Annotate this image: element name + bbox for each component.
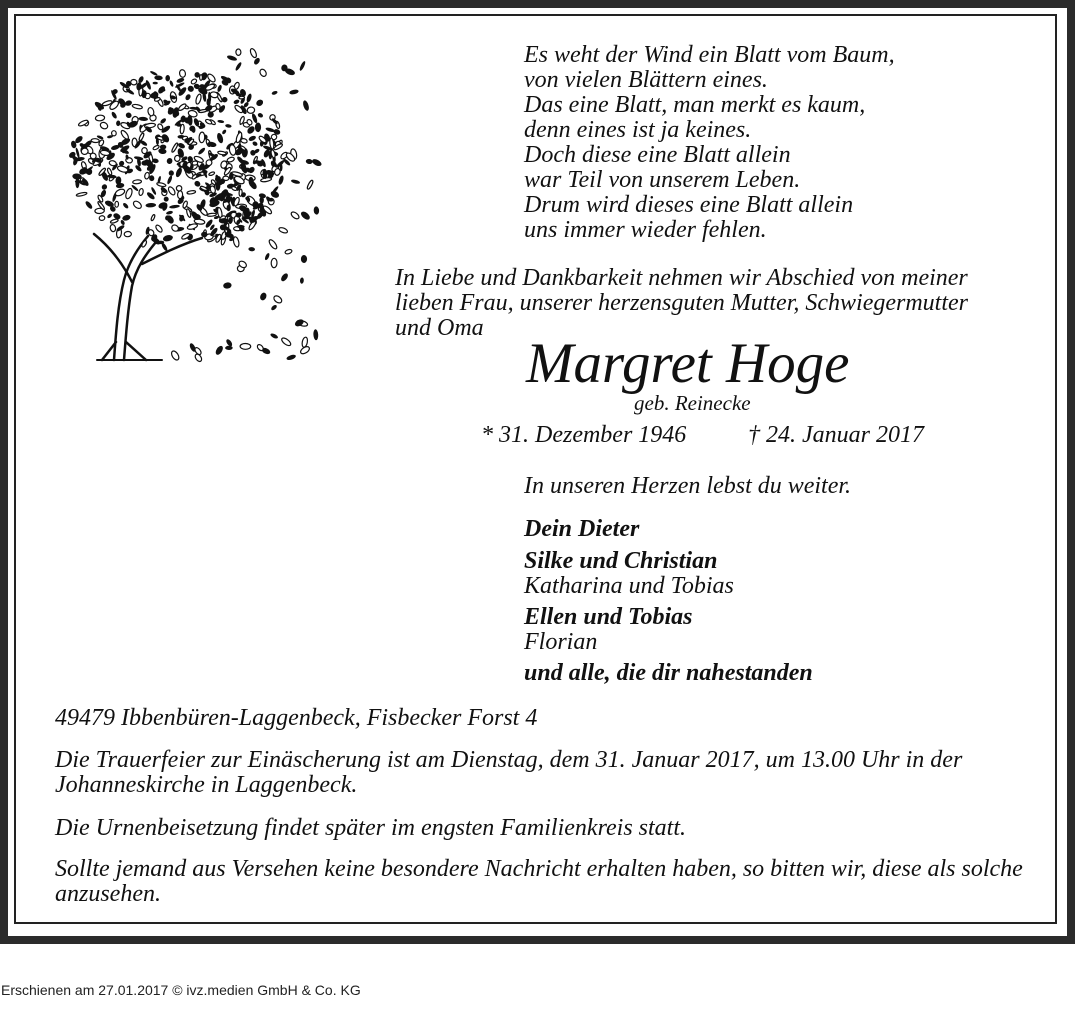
leaf (106, 213, 112, 219)
leaf (313, 329, 319, 340)
leaf (107, 168, 113, 176)
leaf (299, 60, 307, 71)
poem-line: Drum wird dieses eine Blatt allein (524, 192, 854, 218)
leaf (110, 224, 117, 232)
leaf (109, 160, 117, 166)
leaf (167, 186, 176, 196)
poem-line: Es weht der Wind ein Blatt vom Baum, (524, 42, 895, 68)
leaf (152, 145, 159, 151)
leaf (313, 206, 319, 215)
leaf (162, 234, 173, 242)
leaf (217, 151, 226, 156)
leaf (91, 138, 99, 143)
leaf (153, 82, 158, 85)
mourner-couple: Silke und Christian (524, 548, 718, 574)
leaf (117, 165, 129, 173)
leaf (311, 158, 323, 168)
leaf (299, 210, 311, 221)
leaf (217, 120, 224, 124)
leaf (151, 214, 156, 221)
mourner-grandchildren: Katharina und Tobias (524, 573, 734, 599)
leaf (76, 192, 87, 197)
leaf (166, 175, 173, 185)
leaf (81, 148, 89, 155)
leaf (305, 159, 312, 165)
leaf (197, 147, 206, 156)
leaf (166, 157, 173, 164)
birth-date: * 31. Dezember 1946 (481, 422, 687, 448)
leaf (299, 345, 310, 355)
leaf (194, 347, 203, 356)
leaf (223, 176, 229, 181)
leaf (178, 103, 187, 112)
leaf (133, 179, 142, 184)
leaf (177, 142, 186, 149)
address: 49479 Ibbenbüren-Laggenbeck, Fisbecker Forst 4 (55, 705, 538, 731)
leaf (163, 196, 170, 203)
leaf (144, 172, 150, 179)
leaf (180, 124, 185, 134)
leaf (246, 93, 253, 103)
leaf (159, 117, 166, 124)
leaf (290, 211, 300, 220)
leaf (300, 277, 304, 284)
leaf (84, 200, 93, 210)
leaf (207, 98, 211, 106)
death-date: † 24. Januar 2017 (748, 422, 924, 448)
leaf (169, 80, 174, 87)
leaf (175, 167, 184, 178)
leaf (289, 89, 299, 95)
leaf (260, 197, 264, 204)
leaf (248, 247, 255, 252)
leaf (101, 183, 108, 191)
leaf (147, 107, 155, 117)
leaf (168, 170, 174, 176)
leaf (169, 204, 180, 208)
leaf (179, 69, 186, 78)
poem-line: uns immer wieder fehlen. (524, 217, 767, 243)
leaf (286, 354, 297, 361)
leaf (192, 161, 198, 166)
leaf (249, 48, 257, 59)
leaf (280, 272, 290, 282)
leaf (302, 100, 310, 112)
leaf (225, 346, 233, 350)
no-notification-notice: Sollte jemand aus Versehen keine besondere Nachricht erhalten haben, so bitten wir, diese als solche anzusehen. (55, 856, 1023, 907)
mourner-grandchildren: Florian (524, 629, 598, 655)
mourner-couple: Ellen und Tobias (524, 604, 693, 630)
leaf (255, 122, 261, 132)
leaf (264, 252, 270, 260)
leaf (187, 190, 196, 194)
leaf (125, 188, 134, 200)
leaf (107, 174, 117, 179)
leaf (271, 258, 277, 267)
leaf (141, 240, 148, 248)
leaf (280, 337, 291, 347)
leaf (235, 61, 243, 71)
leaf (161, 242, 169, 252)
leaf (208, 171, 215, 176)
leaf (257, 112, 264, 118)
leaf (223, 282, 232, 289)
farewell-intro (395, 266, 1025, 341)
leaf (111, 111, 118, 119)
leaf (301, 255, 307, 263)
leaf (154, 75, 163, 80)
leaf (137, 75, 144, 83)
leaf (278, 227, 288, 234)
poem-line: Das eine Blatt, man merkt es kaum, (524, 92, 866, 118)
leaf (273, 294, 284, 304)
leaf (99, 215, 105, 221)
intro-line: In Liebe und Dankbarkeit nehmen wir Abschied von meiner (395, 265, 968, 291)
leaf (252, 141, 259, 147)
publication-footer: Erschienen am 27.01.2017 © ivz.medien GmbH & Co. KG (1, 982, 361, 998)
mourners-list (524, 515, 813, 686)
poem-line: von vielen Blättern eines. (524, 67, 768, 93)
leaf (177, 191, 182, 199)
leaf (233, 99, 240, 105)
leaf (247, 107, 255, 114)
leaf (259, 68, 268, 77)
leaf (116, 120, 121, 126)
leaf (217, 84, 223, 92)
leaf (306, 180, 313, 190)
leaf (236, 49, 241, 56)
deceased-name: Margret Hoge (526, 332, 850, 395)
leaf (125, 111, 133, 119)
leaf (256, 343, 264, 351)
leaf (124, 231, 132, 237)
leaf (221, 129, 227, 135)
leaf (271, 90, 278, 95)
leaf (226, 54, 237, 61)
urn-notice: Die Urnenbeisetzung findet später im engsten Familienkreis statt. (55, 815, 687, 841)
leaf (214, 345, 224, 356)
leaf (200, 75, 203, 81)
leaf (171, 142, 179, 152)
intro-line: lieben Frau, unserer herzensguten Mutter, Schwiegermutter (395, 290, 969, 316)
tree-leaves (68, 48, 323, 363)
leaf (176, 185, 182, 191)
intro-line: und Oma (395, 315, 484, 341)
windblown-tree-icon (52, 42, 324, 372)
leaf (166, 210, 174, 215)
leaf (155, 224, 164, 233)
leaf (270, 332, 279, 339)
leaf (199, 132, 205, 143)
leaf (207, 213, 217, 217)
leaf (131, 79, 138, 85)
leaf (184, 93, 191, 101)
mourner-others: und alle, die dir nahestanden (524, 660, 813, 686)
leaf (114, 188, 125, 197)
poem-line: Doch diese eine Blatt allein (524, 142, 791, 168)
leaf (165, 75, 170, 81)
poem-line: war Teil von unserem Leben. (524, 167, 801, 193)
tree-trunk (94, 234, 202, 360)
leaf (138, 116, 148, 121)
leaf (95, 115, 105, 122)
funeral-notice: Die Trauerfeier zur Einäscherung ist am Dienstag, dem 31. Januar 2017, um 13.00 Uhr in der Johanneskirche in Laggenbeck. (55, 747, 963, 798)
motto: In unseren Herzen lebst du weiter. (524, 473, 852, 499)
leaf (120, 129, 130, 140)
leaf (138, 188, 143, 196)
leaf (222, 97, 228, 103)
leaf (132, 200, 143, 210)
leaf (259, 292, 268, 302)
leaf (145, 203, 156, 208)
leaf (186, 84, 195, 93)
leaf (160, 145, 166, 150)
leaf (268, 239, 278, 251)
leaf (278, 175, 285, 185)
poem (524, 43, 1024, 243)
leaf (233, 236, 240, 247)
leaf (285, 249, 293, 255)
leaf (170, 350, 180, 362)
leaf (255, 98, 264, 107)
leaf (240, 343, 251, 349)
maiden-name: geb. Reinecke (634, 391, 751, 415)
leaf (231, 186, 237, 191)
leaf (132, 104, 143, 110)
leaf (227, 156, 235, 162)
poem-line: denn eines ist ja keines. (524, 117, 752, 143)
leaf (195, 94, 202, 105)
leaf (122, 202, 129, 209)
mourner-husband: Dein Dieter (524, 516, 640, 542)
leaf (270, 304, 277, 311)
leaf (111, 131, 116, 137)
leaf (115, 201, 119, 207)
leaf (138, 133, 144, 142)
leaf (225, 124, 232, 128)
leaf (99, 121, 109, 130)
leaf (248, 135, 257, 142)
leaf (210, 91, 219, 98)
leaf (187, 223, 198, 230)
leaf (150, 70, 158, 76)
leaf (291, 179, 301, 185)
